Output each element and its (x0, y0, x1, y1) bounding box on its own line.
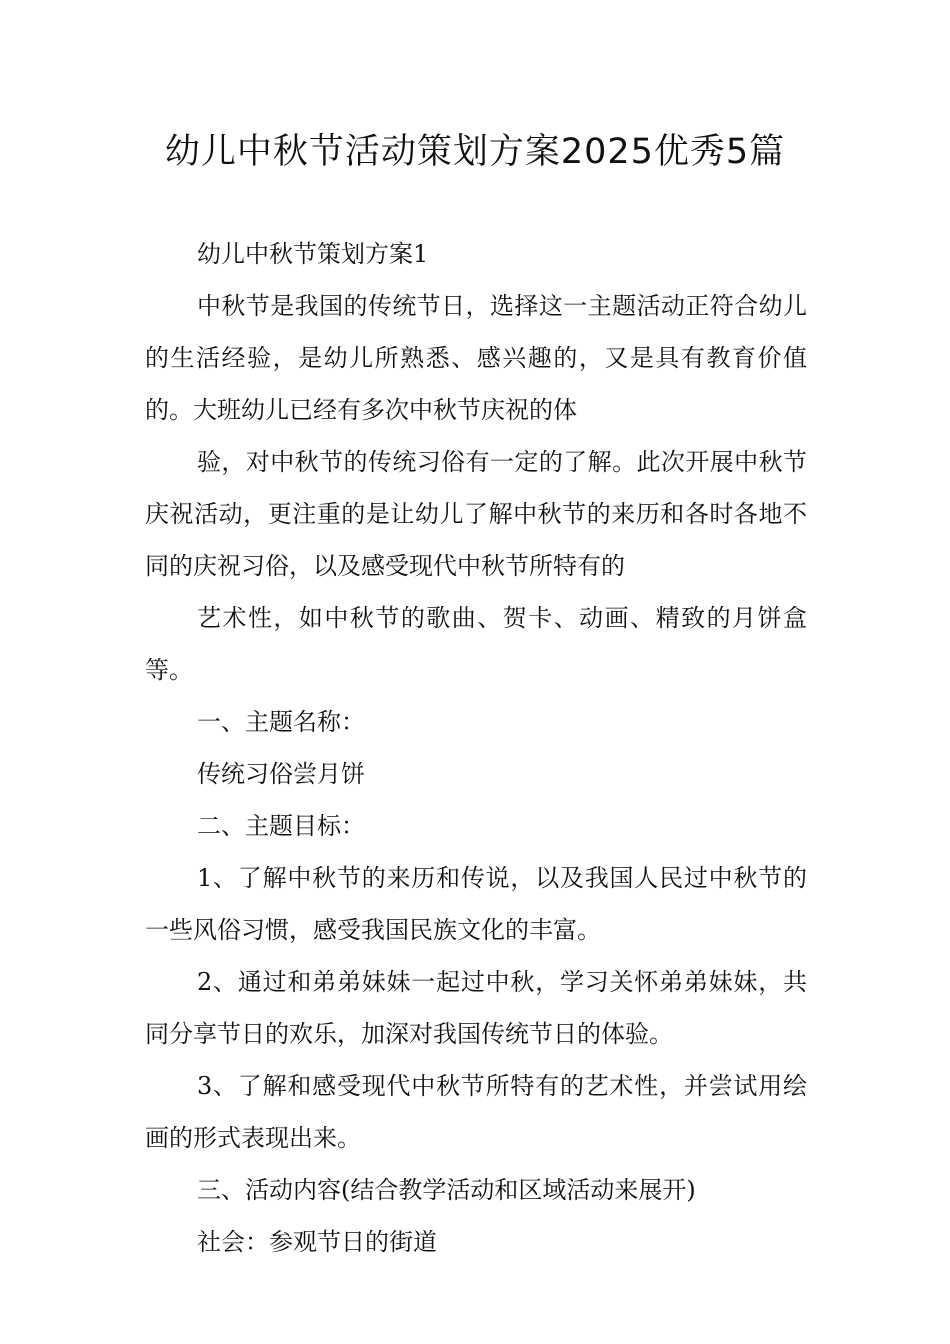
paragraph: 中秋节是我国的传统节日，选择这一主题活动正符合幼儿的生活经验，是幼儿所熟悉、感兴趣的，又是具有教育价值的。大班幼儿已经有多次中秋节庆祝的体 (145, 292, 807, 424)
paragraph: 社会：参观节日的街道 (197, 1228, 437, 1256)
paragraph: 艺术性，如中秋节的歌曲、贺卡、动画、精致的月饼盒等。 (145, 604, 807, 684)
heading-theme-name: 一、主题名称： (197, 708, 365, 736)
heading-activity-content: 三、活动内容(结合教学活动和区域活动来展开) (197, 1176, 696, 1204)
section-heading: 幼儿中秋节策划方案1 (197, 240, 429, 268)
paragraph: 传统习俗尝月饼 (197, 760, 365, 788)
document-title: 幼儿中秋节活动策划方案2025优秀5篇 (164, 132, 786, 172)
goal-item: 2、通过和弟弟妹妹一起过中秋，学习关怀弟弟妹妹，共同分享节日的欢乐，加深对我国传统节日的体验。 (145, 968, 807, 1048)
paragraph: 验，对中秋节的传统习俗有一定的了解。此次开展中秋节庆祝活动，更注重的是让幼儿了解中秋节的来历和各时各地不同的庆祝习俗，以及感受现代中秋节所特有的 (145, 448, 807, 580)
document-body (145, 228, 807, 1268)
heading-theme-goals: 二、主题目标： (197, 812, 365, 840)
goal-item: 1、了解中秋节的来历和传说，以及我国人民过中秋节的一些风俗习惯，感受我国民族文化的丰富。 (145, 864, 807, 944)
goal-item: 3、了解和感受现代中秋节所特有的艺术性，并尝试用绘画的形式表现出来。 (145, 1072, 807, 1152)
